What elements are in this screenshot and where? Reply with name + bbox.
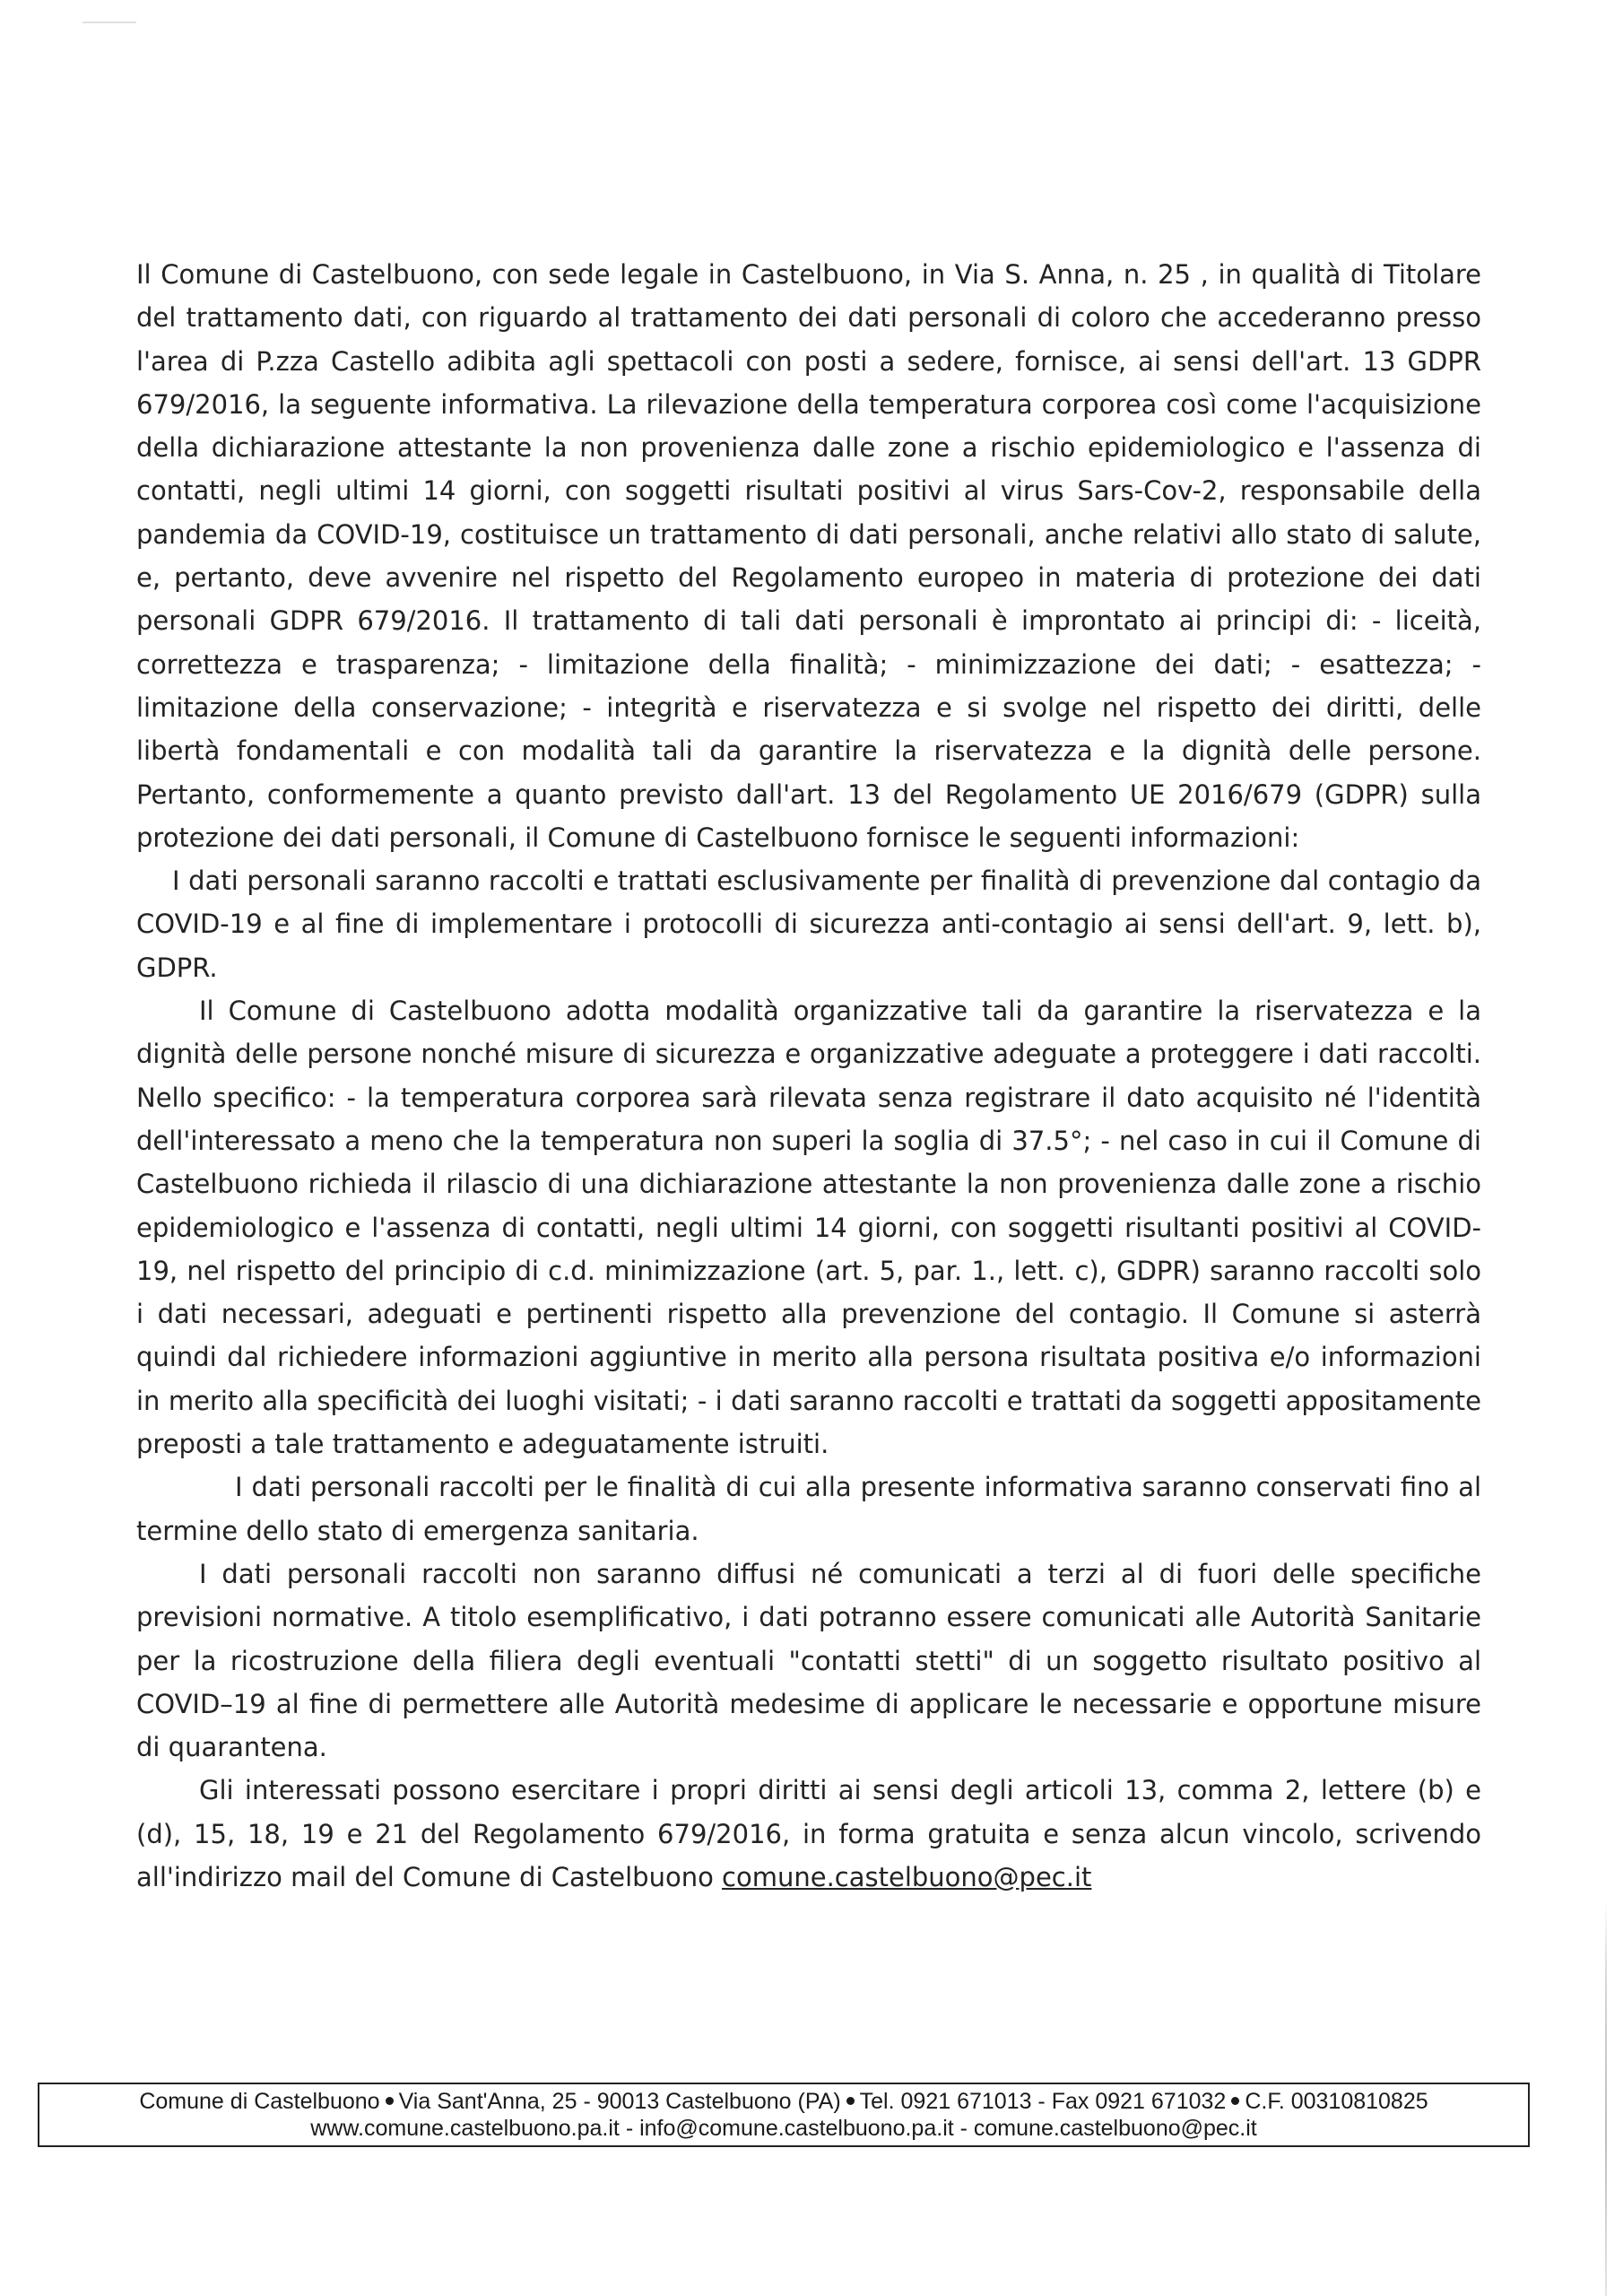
scan-artifact — [1605, 1901, 1607, 2296]
bullet-icon — [1231, 2097, 1239, 2105]
footer-phone-fax: Tel. 0921 671013 - Fax 0921 671032 — [859, 2089, 1227, 2114]
rights-text: Gli interessati possono esercitare i propri diritti ai sensi degli articoli 13, comma 2, lettere (b) e (d), 15, 18, 19 e 21 del Regolamento 679/2016, in forma gratuita e senza alcun vincolo, scrivendo all'indirizzo mail del Comune di Castelbuono — [136, 1775, 1481, 1892]
footer-web-line[interactable]: www.comune.castelbuono.pa.it - info@comune.castelbuono.pa.it - comune.castelbuono@pec.it — [310, 2116, 1257, 2141]
contact-email-link[interactable]: comune.castelbuono@pec.it — [722, 1861, 1092, 1892]
footer-address-line — [39, 2088, 1528, 2115]
bullet-icon — [386, 2097, 394, 2105]
paragraph-disclosure: I dati personali raccolti non saranno diffusi né comunicati a terzi al di fuori delle specifiche previsioni normative. A titolo esemplificativo, i dati potranno essere comunicati alle Autorità Sanitarie per la ricostruzione della filiera degli eventuali "contatti stetti" di un soggetto risultato positivo al COVID–19 al fine di permettere alle Autorità medesime di applicare le necessarie e opportune misure di quarantena. — [136, 1558, 1481, 1763]
footer-org-name: Comune di Castelbuono — [139, 2089, 380, 2114]
footer-tax-code: C.F. 00310810825 — [1245, 2089, 1428, 2114]
paragraph-security-measures: Il Comune di Castelbuono adotta modalità organizzative tali da garantire la riservatezza e la dignità delle persone nonché misure di sicurezza e organizzative adeguate a proteggere i dati raccolti. Nello specifico: - la temperatura corporea sarà rilevata senza registrare il dato acquisito né l'identità dell'interessato a meno che la temperatura non superi la soglia di 37.5°; - nel caso in cui il Comune di Castelbuono richieda il rilascio di una dichiarazione attestante la non provenienza dalle zone a rischio epidemiologico e l'assenza di contatti, negli ultimi 14 giorni, con soggetti risultanti positivi al COVID-19, nel rispetto del principio di c.d. minimizzazione (art. 5, par. 1., lett. c), GDPR) saranno raccolti solo i dati necessari, adeguati e pertinenti rispetto alla prevenzione del contagio. Il Comune si asterrà quindi dal richiedere informazioni aggiuntive in merito alla persona risultata positiva e/o informazioni in merito alla specificità dei luoghi visitati; - i dati saranno raccolti e trattati da soggetti appositamente preposti a tale trattamento e adeguatamente istruiti. — [136, 996, 1481, 1460]
letterhead-footer — [38, 2083, 1530, 2147]
footer-address: Via Sant'Anna, 25 - 90013 Castelbuono (PA) — [398, 2089, 841, 2114]
paragraph-rights — [136, 1769, 1481, 1899]
bullet-icon — [846, 2097, 855, 2105]
document-body — [136, 253, 1481, 1899]
paragraph-intro: Il Comune di Castelbuono, con sede legale in Castelbuono, in Via S. Anna, n. 25 , in qualità di Titolare del trattamento dati, con riguardo al trattamento dei dati personali di coloro che accederanno presso l'area di P.zza Castello adibita agli spettacoli con posti a sedere, fornisce, ai sensi dell'art. 13 GDPR 679/2016, la seguente informativa. La rilevazione della temperatura corporea così come l'acquisizione della dichiarazione attestante la non provenienza dalle zone a rischio epidemiologico e l'assenza di contatti, negli ultimi 14 giorni, con soggetti risultati positivi al virus Sars-Cov-2, responsabile della pandemia da COVID-19, costituisce un trattamento di dati personali, anche relativi allo stato di salute, e, pertanto, deve avvenire nel rispetto del Regolamento europeo in materia di protezione dei dati personali GDPR 679/2016. Il trattamento di tali dati personali è improntato ai principi di: - liceità, correttezza e trasparenza; - limitazione della finalità; - minimizzazione dei dati; - esattezza; - limitazione della conservazione; - integrità e riservatezza e si svolge nel rispetto dei diritti, delle libertà fondamentali e con modalità tali da garantire la riservatezza e la dignità delle persone. Pertanto, conformemente a quanto previsto dall'art. 13 del Regolamento UE 2016/679 (GDPR) sulla protezione dei dati personali, il Comune di Castelbuono fornisce le seguenti informazioni: — [136, 259, 1481, 853]
scan-artifact — [82, 22, 136, 23]
paragraph-purpose: I dati personali saranno raccolti e trattati esclusivamente per finalità di prevenzione dal contagio da COVID-19 e al fine di implementare i protocolli di sicurezza anti-contagio ai sensi dell'art. 9, lett. b), GDPR. — [136, 865, 1481, 983]
paragraph-retention: I dati personali raccolti per le finalità di cui alla presente informativa saranno conservati fino al termine dello stato di emergenza sanitaria. — [136, 1472, 1481, 1546]
